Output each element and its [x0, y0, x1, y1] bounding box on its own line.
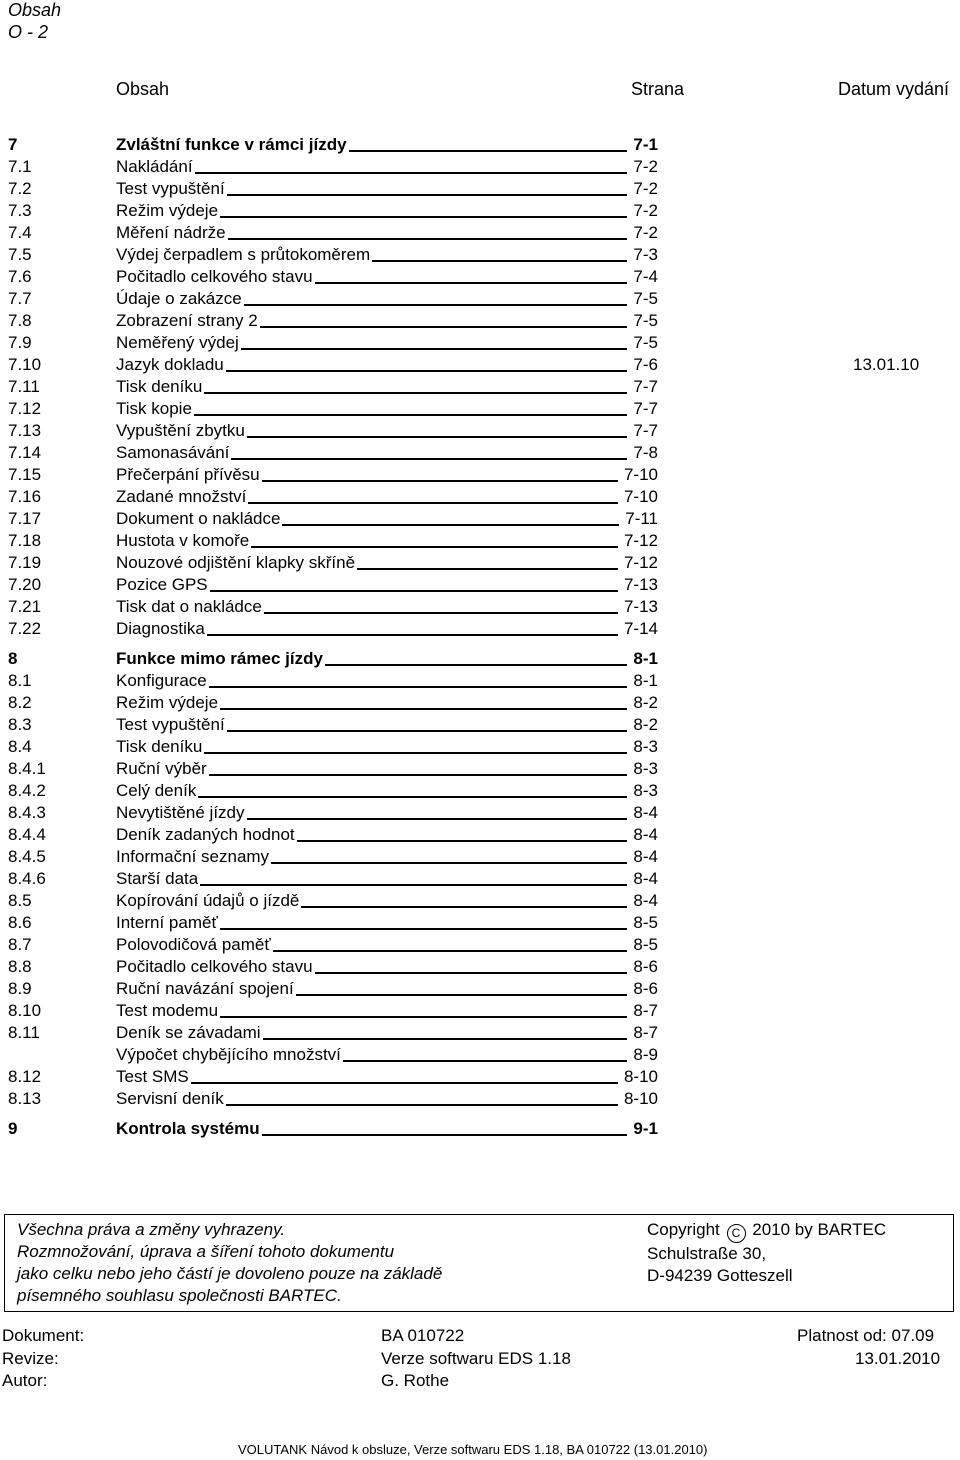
toc-title: Tisk kopie [116, 399, 192, 418]
toc-leader [296, 994, 628, 996]
toc-entry[interactable] [0, 890, 960, 912]
toc-entry[interactable] [0, 486, 960, 508]
toc-number: 7.2 [8, 179, 32, 198]
toc-number: 7.5 [8, 245, 32, 264]
toc-number: 7.7 [8, 289, 32, 308]
toc-title: Test vypuštění [116, 715, 225, 734]
toc-entry[interactable] [0, 442, 960, 464]
revision-label: Revize: [2, 1349, 59, 1368]
toc-leader [220, 708, 627, 710]
toc-number: 8.4.5 [8, 847, 46, 866]
toc-entry[interactable] [0, 1022, 960, 1044]
toc-number: 8.4.1 [8, 759, 46, 778]
toc-number: 8.1 [8, 671, 32, 690]
toc-page: 8-2 [633, 693, 658, 712]
toc-page: 8-6 [633, 957, 658, 976]
toc-title: Kontrola systému [116, 1119, 260, 1138]
toc-leader [263, 1038, 628, 1040]
toc-entry[interactable] [0, 530, 960, 552]
toc-entry[interactable] [0, 1000, 960, 1022]
author-value: G. Rothe [381, 1371, 450, 1390]
toc-leader [260, 326, 628, 328]
toc-title: Režim výdeje [116, 201, 219, 220]
toc-page: 7-2 [633, 157, 658, 176]
toc-number: 8.4 [8, 737, 32, 756]
toc-title: Nouzové odjištění klapky skříně [116, 553, 356, 572]
copyright-line [647, 1219, 886, 1243]
toc-number: 7.3 [8, 201, 32, 220]
toc-number: 8.4.6 [8, 869, 46, 888]
column-header-title: Obsah [116, 79, 170, 99]
toc-leader [325, 664, 628, 666]
toc-page: 7-7 [633, 399, 658, 418]
toc-entry[interactable] [0, 1088, 960, 1110]
toc-number: 7.17 [8, 509, 42, 528]
toc-title: Dokument o nakládce [116, 509, 281, 528]
toc-page: 7-10 [623, 487, 658, 506]
toc-page: 7-2 [633, 201, 658, 220]
toc-leader [264, 612, 618, 614]
toc-leader [273, 950, 628, 952]
toc-number: 7.15 [8, 465, 42, 484]
toc-leader [207, 634, 618, 636]
toc-number: 7.18 [8, 531, 42, 550]
toc-entry[interactable] [0, 846, 960, 868]
toc-number: 8.6 [8, 913, 32, 932]
toc-title: Servisní deník [116, 1089, 224, 1108]
toc-number: 7.20 [8, 575, 42, 594]
toc-leader [200, 884, 627, 886]
toc-title: Pozice GPS [116, 575, 208, 594]
toc-title: Samonasávání [116, 443, 230, 462]
toc-entry[interactable] [0, 266, 960, 288]
toc-leader [220, 216, 627, 218]
toc-page: 8-10 [623, 1067, 658, 1086]
toc-page: 7-5 [633, 311, 658, 330]
toc-leader [343, 1060, 628, 1062]
toc-title: Nevytištěné jízdy [116, 803, 245, 822]
toc-title: Ruční navázání spojení [116, 979, 294, 998]
rights-line: jako celku nebo jeho částí je dovoleno pouze na základě [17, 1264, 443, 1283]
toc-page: 7-5 [633, 289, 658, 308]
toc-leader [220, 928, 628, 930]
toc-title: Tisk deníku [116, 737, 203, 756]
toc-page: 7-2 [633, 179, 658, 198]
page-footer: VOLUTANK Návod k obsluze, Verze softwaru EDS 1.18, BA 010722 (13.01.2010) [238, 1442, 708, 1457]
toc-number: 7.19 [8, 553, 42, 572]
toc-page: 7-8 [633, 443, 658, 462]
toc-leader [226, 370, 628, 372]
toc-page: 7-7 [633, 377, 658, 396]
toc-title: Tisk deníku [116, 377, 203, 396]
toc-page: 8-3 [633, 737, 658, 756]
toc-page: 7-12 [623, 531, 658, 550]
toc-page: 8-4 [633, 847, 658, 866]
toc-page: 7-13 [623, 597, 658, 616]
toc-leader [231, 458, 627, 460]
toc-leader [271, 862, 627, 864]
toc-leader [301, 906, 627, 908]
toc-leader [204, 392, 627, 394]
toc-leader [315, 972, 628, 974]
toc-title: Údaje o zakázce [116, 289, 242, 308]
toc-leader [209, 686, 628, 688]
toc-page: 7-3 [633, 245, 658, 264]
toc-leader [357, 568, 618, 570]
toc-page: 7-12 [623, 553, 658, 572]
toc-number: 8.11 [8, 1023, 40, 1042]
toc-number: 7.1 [8, 157, 32, 176]
toc-entry[interactable] [0, 398, 960, 420]
address-line: Schulstraße 30, [647, 1244, 767, 1263]
header-section: Obsah [8, 0, 62, 20]
copyright-suffix: 2010 by BARTEC [752, 1220, 887, 1239]
toc-page: 8-5 [633, 913, 658, 932]
toc-chapter[interactable] [0, 134, 960, 156]
toc-entry[interactable] [0, 736, 960, 758]
toc-title: Vypuštění zbytku [116, 421, 245, 440]
toc-number: 8.4.2 [8, 781, 46, 800]
toc-title: Ruční výběr [116, 759, 207, 778]
toc-title: Kopírování údajů o jízdě [116, 891, 300, 910]
toc-title: Nakládání [116, 157, 193, 176]
toc-entry[interactable] [0, 574, 960, 596]
toc-entry[interactable] [0, 420, 960, 442]
toc-leader [210, 590, 618, 592]
toc-entry[interactable] [0, 978, 960, 1000]
toc-page: 8-4 [633, 891, 658, 910]
toc-leader [248, 502, 618, 504]
toc-page: 8-1 [633, 671, 658, 690]
toc-title: Informační seznamy [116, 847, 270, 866]
toc-entry[interactable] [0, 376, 960, 398]
rights-line: Rozmnožování, úprava a šíření tohoto dokumentu [17, 1242, 395, 1261]
toc-title: Celý deník [116, 781, 197, 800]
toc-page: 7-2 [633, 223, 658, 242]
toc-title: Přečerpání přívěsu [116, 465, 260, 484]
toc-title: Interní paměť [116, 913, 218, 932]
toc-leader [251, 546, 618, 548]
toc-entry[interactable] [0, 824, 960, 846]
toc-number: 7.8 [8, 311, 32, 330]
toc-entry[interactable] [0, 692, 960, 714]
toc-number: 8.4.4 [8, 825, 46, 844]
toc-page: 8-4 [633, 803, 658, 822]
toc-number: 8.4.3 [8, 803, 46, 822]
toc-entry[interactable] [0, 802, 960, 824]
toc-title: Zobrazení strany 2 [116, 311, 258, 330]
toc-page: 7-6 [633, 355, 658, 374]
toc-number: 8.7 [8, 935, 32, 954]
toc-leader [195, 172, 628, 174]
toc-title: Deník zadaných hodnot [116, 825, 295, 844]
rights-text [17, 1219, 442, 1307]
toc-page: 8-7 [633, 1023, 658, 1042]
toc-entry[interactable] [0, 200, 960, 222]
toc-entry[interactable] [0, 956, 960, 978]
toc-title: Polovodičová paměť [116, 935, 271, 954]
toc-entry[interactable] [0, 288, 960, 310]
toc-title: Konfigurace [116, 671, 207, 690]
toc-leader [227, 194, 628, 196]
toc-chapter[interactable] [0, 1118, 960, 1140]
toc-page: 8-6 [633, 979, 658, 998]
toc-page: 8-1 [633, 649, 658, 668]
toc-leader [349, 150, 628, 152]
toc-title: Starší data [116, 869, 199, 888]
toc-leader [315, 282, 628, 284]
toc-page: 7-11 [625, 509, 658, 528]
toc-entry[interactable] [0, 178, 960, 200]
toc-number: 7.16 [8, 487, 42, 506]
toc-chapter[interactable] [0, 648, 960, 670]
header-page-number: O - 2 [8, 22, 49, 42]
author-label: Autor: [2, 1371, 48, 1390]
toc-number: 8.12 [8, 1067, 42, 1086]
toc-page: 7-14 [623, 619, 658, 638]
toc-page: 7-5 [633, 333, 658, 352]
toc-entry[interactable] [0, 618, 960, 640]
address-line: D-94239 Gotteszell [647, 1266, 793, 1285]
toc-leader [227, 730, 628, 732]
toc-page: 7-1 [633, 135, 658, 154]
toc-entry[interactable] [0, 934, 960, 956]
toc-number: 7.10 [8, 355, 42, 374]
toc-title: Neměřený výdej [116, 333, 239, 352]
toc-entry[interactable] [0, 552, 960, 574]
toc-entry[interactable] [0, 868, 960, 890]
rights-line: Všechna práva a změny vyhrazeny. [17, 1220, 286, 1239]
toc-number: 9 [8, 1119, 18, 1138]
toc-page: 9-1 [633, 1119, 658, 1138]
toc-title: Výdej čerpadlem s průtokoměrem [116, 245, 371, 264]
toc-title: Test modemu [116, 1001, 219, 1020]
toc-title: Test SMS [116, 1067, 189, 1086]
toc-entry[interactable] [0, 714, 960, 736]
toc-entry[interactable] [0, 156, 960, 178]
toc-number: 8.2 [8, 693, 32, 712]
toc-number: 7.9 [8, 333, 32, 352]
toc-title: Počitadlo celkového stavu [116, 957, 313, 976]
toc-page: 8-2 [633, 715, 658, 734]
toc-page: 8-9 [633, 1045, 658, 1064]
toc-leader [372, 260, 627, 262]
toc-leader [204, 752, 627, 754]
toc-leader [191, 1082, 618, 1084]
toc-number: 7.4 [8, 223, 32, 242]
rights-box [4, 1214, 954, 1312]
toc-number: 7.21 [8, 597, 42, 616]
toc-leader [282, 524, 619, 526]
toc-leader [297, 840, 628, 842]
toc-number: 7 [8, 135, 18, 154]
toc-title: Počitadlo celkového stavu [116, 267, 313, 286]
toc-entry[interactable] [0, 670, 960, 692]
toc-page: 8-3 [633, 759, 658, 778]
toc-entry[interactable] [0, 222, 960, 244]
document-value: BA 010722 [381, 1326, 465, 1345]
toc-leader [194, 414, 628, 416]
copyright-block [647, 1219, 886, 1287]
toc-leader [247, 436, 628, 438]
toc-number: 8.5 [8, 891, 32, 910]
copyright-prefix: Copyright [647, 1220, 720, 1239]
toc-entry[interactable] [0, 354, 960, 376]
toc-page: 8-7 [633, 1001, 658, 1020]
toc-leader [247, 818, 628, 820]
toc-title: Režim výdeje [116, 693, 219, 712]
toc-title: Test vypuštění [116, 179, 225, 198]
rights-line: písemného souhlasu společnosti BARTEC. [17, 1286, 342, 1305]
toc-page: 8-4 [633, 825, 658, 844]
toc-leader [244, 304, 628, 306]
toc-number: 8.13 [8, 1089, 42, 1108]
toc-leader [262, 1134, 628, 1136]
toc-page: 7-4 [633, 267, 658, 286]
toc-date: 13.01.10 [853, 355, 920, 374]
toc-title: Měření nádrže [116, 223, 226, 242]
toc-number: 7.13 [8, 421, 42, 440]
valid-from: Platnost od: 07.09 [797, 1326, 935, 1345]
toc-leader [198, 796, 627, 798]
toc-entry[interactable] [0, 244, 960, 266]
toc-title: Výpočet chybějícího množství [116, 1045, 341, 1064]
toc-title: Hustota v komoře [116, 531, 250, 550]
toc-leader [262, 480, 618, 482]
toc-leader [226, 1104, 618, 1106]
toc-entry[interactable] [0, 464, 960, 486]
toc-number: 7.22 [8, 619, 42, 638]
toc-number: 7.6 [8, 267, 32, 286]
toc-number: 7.14 [8, 443, 42, 462]
toc-title: Deník se závadami [116, 1023, 261, 1042]
toc-title: Zadané množství [116, 487, 247, 506]
toc-page: 8-10 [623, 1089, 658, 1108]
toc-entry[interactable] [0, 780, 960, 802]
toc-leader [241, 348, 628, 350]
toc-number: 8 [8, 649, 18, 668]
toc-number: 8.3 [8, 715, 32, 734]
toc-entry[interactable] [0, 332, 960, 354]
toc-title: Zvláštní funkce v rámci jízdy [116, 135, 347, 154]
toc-entry[interactable] [0, 596, 960, 618]
toc-entry[interactable] [0, 1044, 960, 1066]
toc-title: Tisk dat o nakládce [116, 597, 262, 616]
toc-entry[interactable] [0, 912, 960, 934]
copyright-icon: C [727, 1224, 746, 1243]
toc-leader [228, 238, 628, 240]
toc-entry[interactable] [0, 758, 960, 780]
toc-title: Diagnostika [116, 619, 205, 638]
toc-page: 7-13 [623, 575, 658, 594]
document-label: Dokument: [2, 1326, 85, 1345]
toc-number: 7.12 [8, 399, 42, 418]
toc-number: 8.9 [8, 979, 32, 998]
toc-number: 7.11 [8, 377, 40, 396]
toc-page: 7-10 [623, 465, 658, 484]
toc-number: 8.10 [8, 1001, 42, 1020]
toc-title: Jazyk dokladu [116, 355, 224, 374]
revision-value: Verze softwaru EDS 1.18 [381, 1349, 571, 1368]
toc-entry[interactable] [0, 508, 960, 530]
toc-entry[interactable] [0, 310, 960, 332]
column-header-date: Datum vydání [838, 79, 950, 99]
toc-title: Funkce mimo rámec jízdy [116, 649, 323, 668]
toc-page: 8-3 [633, 781, 658, 800]
column-header-page: Strana [631, 79, 685, 99]
toc-number: 8.8 [8, 957, 32, 976]
revision-date: 13.01.2010 [855, 1349, 941, 1368]
toc-page: 7-7 [633, 421, 658, 440]
toc-page: 8-4 [633, 869, 658, 888]
toc-page: 8-5 [633, 935, 658, 954]
toc-leader [209, 774, 628, 776]
toc-entry[interactable] [0, 1066, 960, 1088]
toc-leader [220, 1016, 627, 1018]
